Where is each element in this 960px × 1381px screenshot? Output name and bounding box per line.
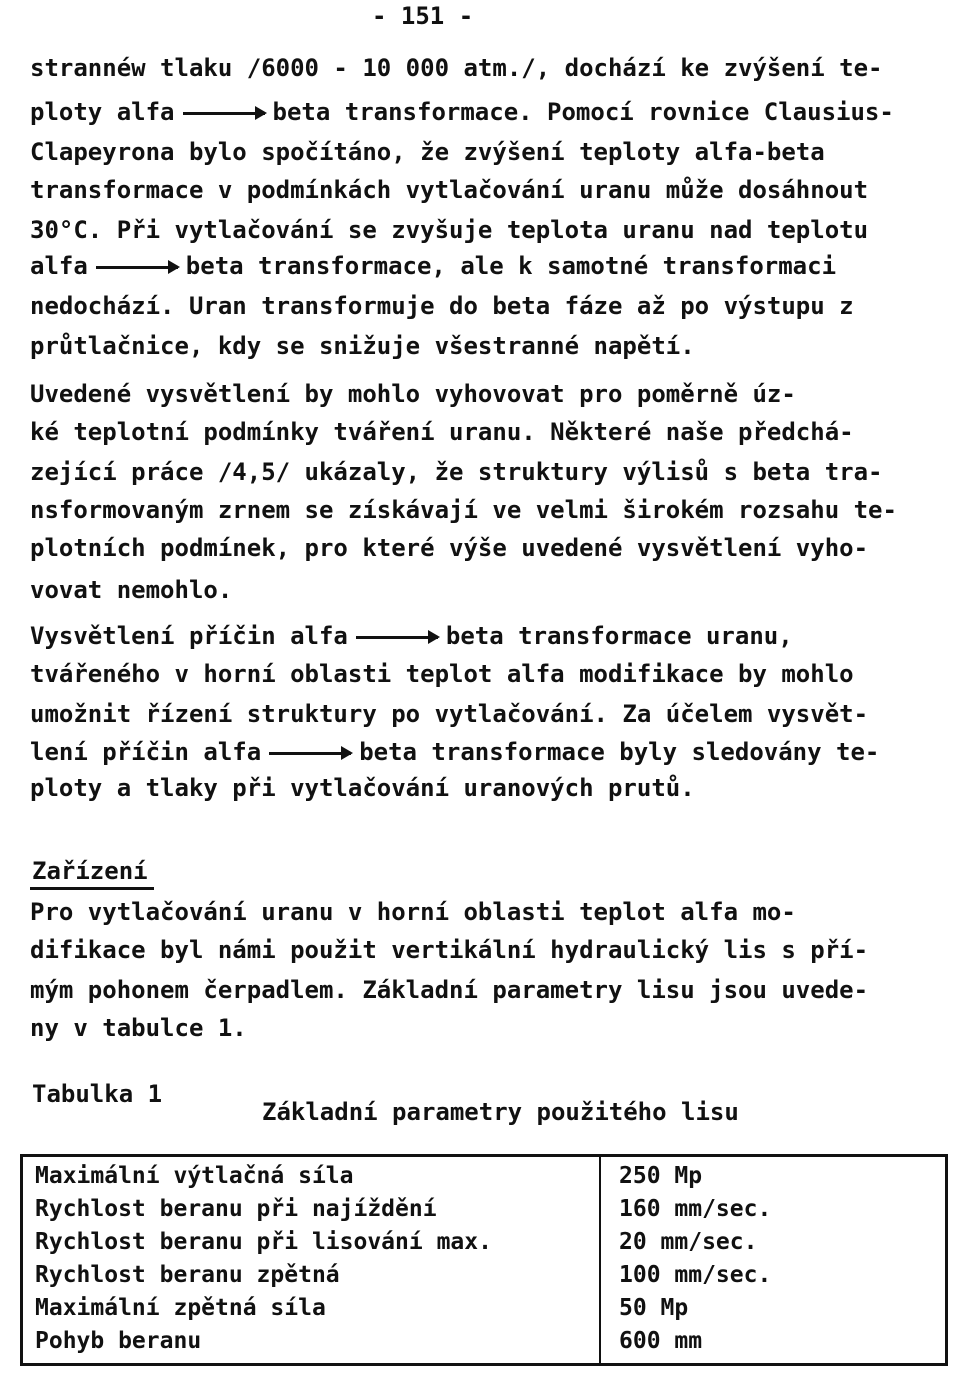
parameter-value: 250 Mp (619, 1163, 703, 1189)
text-line: difikace byl námi použit vertikální hydraulický lis s pří- (30, 936, 869, 964)
parameter-table (20, 1154, 948, 1366)
text-line (30, 738, 879, 766)
parameter-name: Rychlost beranu zpětná (35, 1262, 340, 1288)
text-segment: Vysvětlení příčin alfa (30, 622, 348, 650)
text-segment: beta transformace byly sledovány te- (359, 738, 880, 766)
text-line: transformace v podmínkách vytlačování uranu může dosáhnout (30, 176, 869, 204)
text-line: ploty a tlaky při vytlačování uranových prutů. (30, 774, 695, 802)
table-row (23, 1262, 945, 1294)
text-segment: beta transformace. Pomocí rovnice Clausius- (272, 98, 894, 126)
text-segment: lení příčin alfa (30, 738, 262, 766)
text-line: umožnit řízení struktury po vytlačování. Za účelem vysvět- (30, 700, 869, 728)
arrow-right-icon (183, 112, 265, 115)
text-line: Uvedené vysvětlení by mohlo vyhovovat pro poměrně úz- (30, 380, 796, 408)
parameter-name: Rychlost beranu při najíždění (35, 1196, 437, 1222)
text-line (30, 252, 836, 280)
arrow-right-icon (356, 636, 438, 639)
table-title: Základní parametry použitého lisu (262, 1098, 739, 1126)
parameter-value: 160 mm/sec. (619, 1196, 772, 1222)
table-row (23, 1229, 945, 1261)
text-line: mým pohonem čerpadlem. Základní parametry lisu jsou uvede- (30, 976, 869, 1004)
section-heading: Zařízení (32, 857, 148, 885)
text-line: ny v tabulce 1. (30, 1014, 247, 1042)
section-heading-underline (30, 887, 154, 890)
parameter-name: Rychlost beranu při lisování max. (35, 1229, 492, 1255)
parameter-value: 100 mm/sec. (619, 1262, 772, 1288)
text-segment: beta transformace, ale k samotné transformaci (185, 252, 837, 280)
text-line: zející práce /4,5/ ukázaly, že struktury výlisů s beta tra- (30, 458, 883, 486)
table-row (23, 1295, 945, 1327)
text-line: nsformovaným zrnem se získávají ve velmi širokém rozsahu te- (30, 496, 897, 524)
table-row (23, 1163, 945, 1195)
text-segment: beta transformace uranu, (445, 622, 793, 650)
parameter-value: 20 mm/sec. (619, 1229, 758, 1255)
text-line: Pro vytlačování uranu v horní oblasti teplot alfa mo- (30, 898, 796, 926)
text-line: ké teplotní podmínky tváření uranu. Některé naše předchá- (30, 418, 854, 446)
text-segment: ploty alfa (30, 98, 175, 126)
text-line: Clapeyrona bylo spočítáno, že zvýšení teploty alfa-beta (30, 138, 825, 166)
text-line: tvářeného v horní oblasti teplot alfa modifikace by mohlo (30, 660, 854, 688)
parameter-name: Maximální výtlačná síla (35, 1163, 354, 1189)
text-line: průtlačnice, kdy se snižuje všestranné napětí. (30, 332, 695, 360)
table-row (23, 1196, 945, 1228)
text-segment: alfa (30, 252, 88, 280)
text-line: vovat nemohlo. (30, 576, 233, 604)
text-line: plotních podmínek, pro které výše uvedené vysvětlení vyho- (30, 534, 869, 562)
text-line: strannéw tlaku /6000 - 10 000 atm./, dochází ke zvýšení te- (30, 54, 883, 82)
parameter-name: Pohyb beranu (35, 1328, 202, 1354)
table-label: Tabulka 1 (32, 1080, 163, 1108)
parameter-value: 600 mm (619, 1328, 703, 1354)
parameter-name: Maximální zpětná síla (35, 1295, 326, 1321)
parameter-value: 50 Mp (619, 1295, 689, 1321)
text-line: 30°C. Při vytlačování se zvyšuje teplota uranu nad teplotu (30, 216, 869, 244)
table-row (23, 1328, 945, 1360)
text-line (30, 622, 793, 650)
page-number: - 151 - (372, 2, 474, 30)
arrow-right-icon (269, 752, 351, 755)
arrow-right-icon (96, 266, 178, 269)
text-line (30, 98, 894, 126)
text-line: nedochází. Uran transformuje do beta fáze až po výstupu z (30, 292, 854, 320)
